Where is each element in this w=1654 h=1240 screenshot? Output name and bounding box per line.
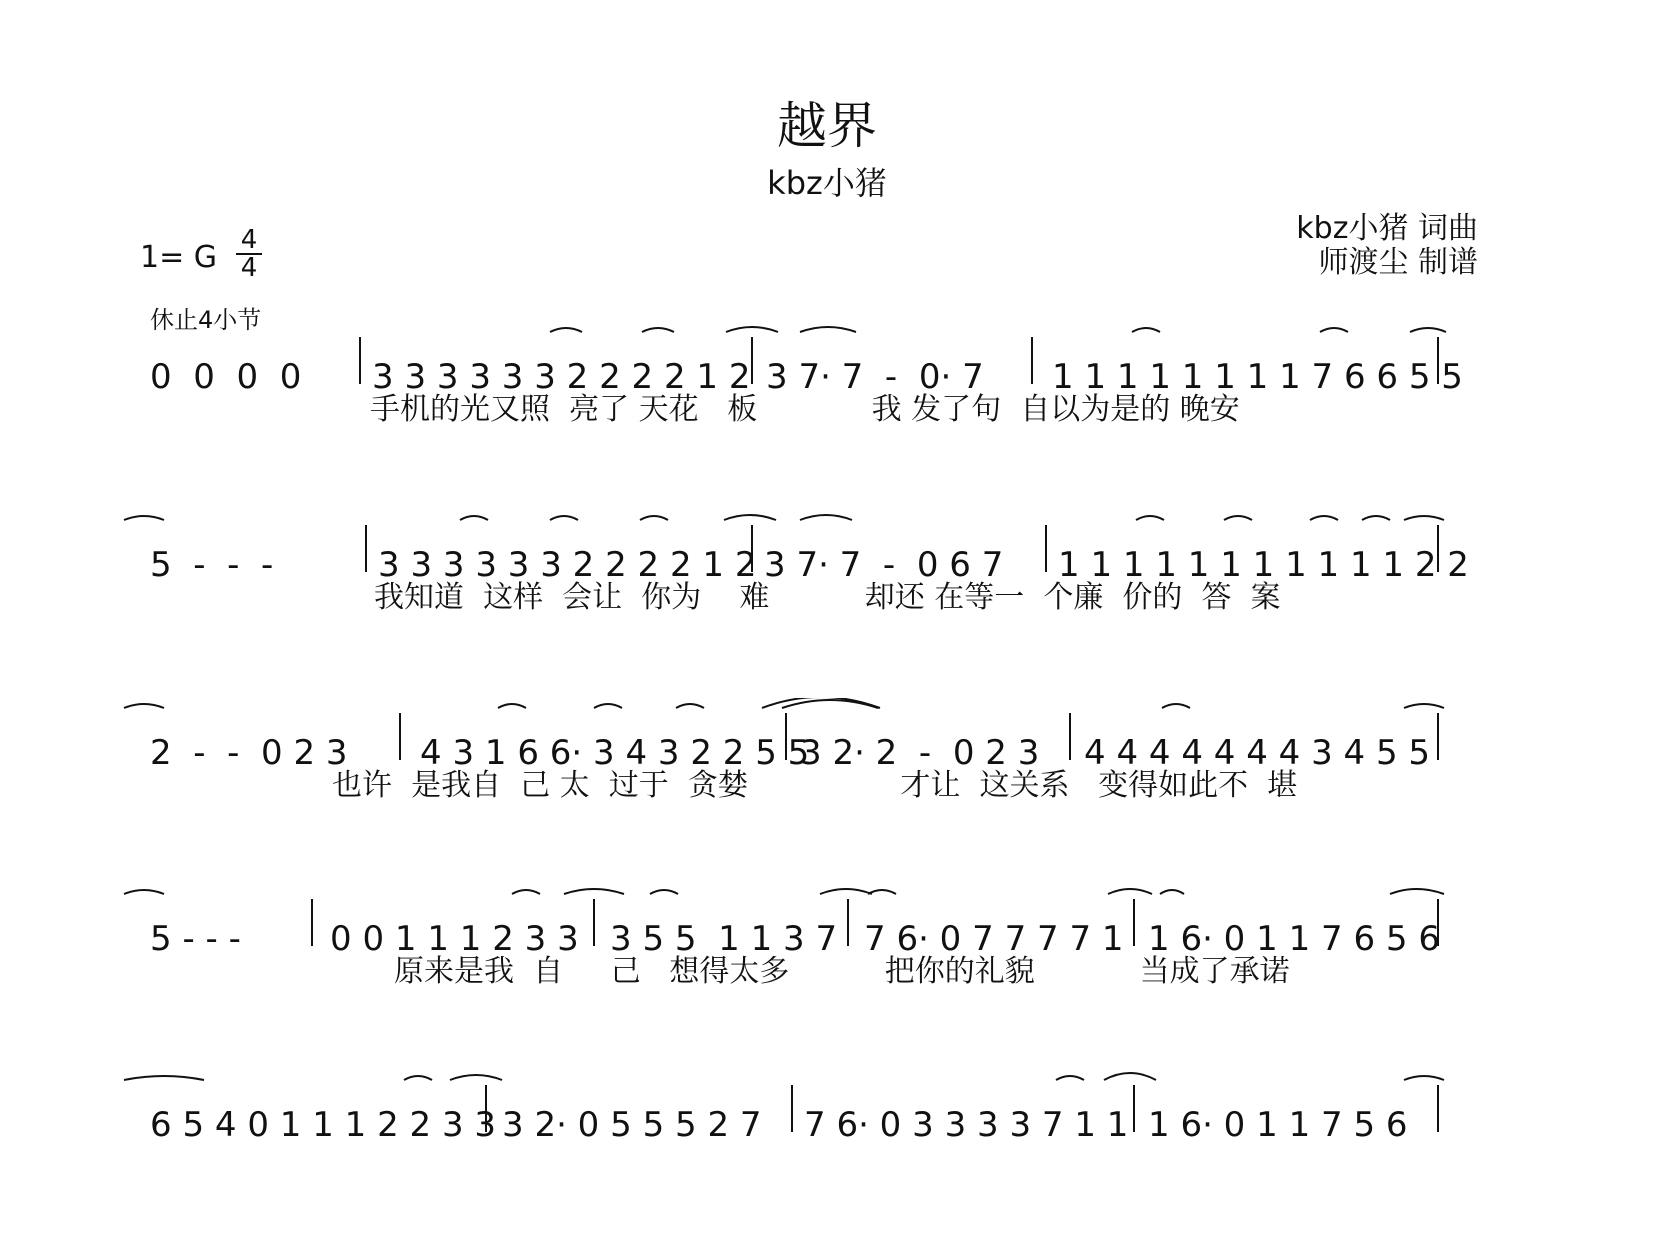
lyrics-line-4: 原来是我 自 己 想得太多 把你的礼貌 当成了承诺 [394, 954, 1290, 989]
time-signature [236, 225, 262, 283]
measure-5-2: 3 2· 0 5 5 5 2 7 [502, 1105, 762, 1145]
measure-1-4: 1 1 1 1 1 1 1 1 7 6 6 5 5 [1052, 357, 1463, 397]
staff-system-5 [0, 1070, 1654, 1240]
time-signature-top: 4 [240, 225, 258, 255]
measure-3-4: 4 4 4 4 4 4 4 3 4 5 5 [1084, 733, 1431, 773]
measure-4-2: 0 0 1 1 1 2 3 3 [330, 919, 579, 959]
lyrics-line-3: 也许 是我自 己 太 过于 贪婪 才让 这关系 变得如此不 堪 [332, 768, 1298, 803]
lyrics-line-1: 手机的光又照 亮了 天花 板 我 发了句 自以为是的 晚安 [370, 392, 1240, 427]
measure-1-2: 3 3 3 3 3 3 2 2 2 2 1 2 [372, 357, 751, 397]
credits [1296, 212, 1478, 280]
measure-2-3: 3 7· 7 - 0 6 7 [764, 545, 1004, 585]
staff-system-2 [0, 510, 1654, 680]
measure-5-4: 1 6· 0 1 1 7 5 6 [1148, 1105, 1408, 1145]
score-title: 越界 [777, 97, 877, 155]
score-subtitle: kbz小猪 [767, 164, 887, 202]
measure-2-2: 3 3 3 3 3 3 2 2 2 2 1 2 [378, 545, 757, 585]
measure-3-1: 2 - - 0 2 3 [150, 733, 348, 773]
staff-system-1 [0, 322, 1654, 492]
measure-4-5: 1 6· 0 1 1 7 6 5 6 [1148, 919, 1440, 959]
rest-instruction: 休止4小节 [150, 306, 262, 334]
measure-3-3: 3 2· 2 - 0 2 3 [800, 733, 1040, 773]
measure-5-1: 6 5 4 0 1 1 1 2 2 3 3 [150, 1105, 497, 1145]
time-signature-bottom: 4 [240, 253, 258, 283]
measure-2-4: 1 1 1 1 1 1 1 1 1 1 1 2 2 [1058, 545, 1469, 585]
measure-5-3: 7 6· 0 3 3 3 3 7 1 1 [804, 1105, 1129, 1145]
measure-1-1: 0 0 0 0 [150, 357, 302, 397]
staff-system-4 [0, 884, 1654, 1054]
measure-1-3: 3 7· 7 - 0· 7 [766, 357, 984, 397]
measure-4-1: 5 - - - [150, 919, 241, 959]
credits-lyrics-music: kbz小猪 词曲 [1296, 211, 1478, 246]
measure-4-4: 7 6· 0 7 7 7 7 1 [864, 919, 1124, 959]
key-signature: 1= G [140, 240, 218, 275]
staff-system-3 [0, 698, 1654, 868]
measure-3-2: 4 3 1 6 6· 3 4 3 2 2 5 5 [420, 733, 810, 773]
measure-2-1: 5 - - - [150, 545, 274, 585]
lyrics-line-2: 我知道 这样 会让 你为 难 却还 在等一 个廉 价的 答 案 [374, 580, 1281, 615]
credits-transcriber: 师渡尘 制谱 [1318, 245, 1478, 280]
measure-4-3: 3 5 5 1 1 3 7 [610, 919, 838, 959]
